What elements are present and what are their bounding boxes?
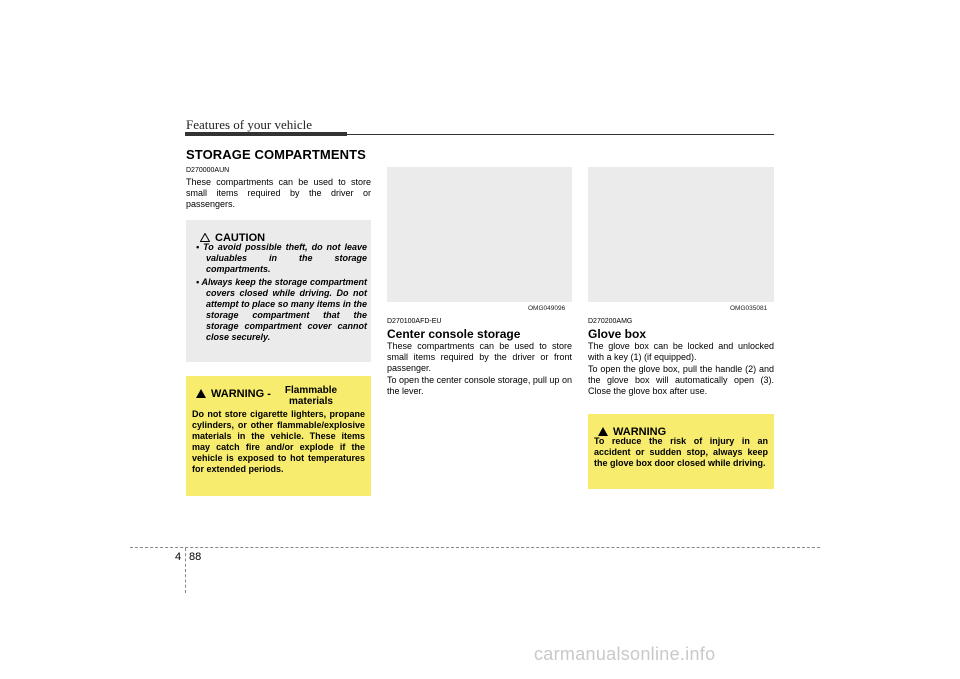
intro-code: D270000AUN <box>186 167 230 174</box>
section-title: STORAGE COMPARTMENTS <box>186 147 366 162</box>
center-console-photo <box>387 167 572 302</box>
warning-glove-heading: WARNING <box>613 426 667 438</box>
header-rule-accent <box>185 132 347 136</box>
center-console-para1: These compartments can be used to store small items required by the driver or front passenger. <box>387 341 572 373</box>
footer-rule <box>130 547 820 548</box>
glove-box-photo <box>588 167 774 302</box>
header-title: Features of your vehicle <box>186 117 312 132</box>
center-console-code: D270100AFD-EU <box>387 318 442 325</box>
page-number: 88 <box>189 551 202 563</box>
warning-flammable-box <box>186 376 371 496</box>
glove-box-photo-label: OMG035081 <box>730 305 768 312</box>
caution-list <box>190 242 367 345</box>
warning-glove-text: To reduce the risk of injury in an accident or sudden stop, always keep the glove box door closed while driving. <box>594 436 768 468</box>
caution-item: • To avoid possible theft, do not leave valuables in the storage compartments. <box>196 242 367 274</box>
footer-divider <box>185 548 186 593</box>
center-console-photo-label: OMG049096 <box>528 305 566 312</box>
glove-box-para1: The glove box can be locked and unlocked with a key (1) (if equipped). <box>588 341 774 362</box>
warning-flammable-heading: WARNING - <box>211 388 271 400</box>
caution-triangle-outline-icon <box>200 229 210 238</box>
warning-flammable-subheading: Flammable materials <box>284 385 338 407</box>
center-console-para2: To open the center console storage, pull up on the lever. <box>387 375 572 396</box>
warning-triangle-filled-icon <box>196 389 206 398</box>
glove-box-para2: To open the glove box, pull the handle (2) and the glove box will automatically open (3). Close the glove box after use. <box>588 364 774 396</box>
intro-text: These compartments can be used to store small items required by the driver or passengers. <box>186 177 371 209</box>
warning-flammable-header <box>196 384 366 407</box>
caution-box <box>186 220 371 362</box>
warning-triangle-filled-icon <box>598 427 608 436</box>
warning-flammable-text: Do not store cigarette lighters, propane cylinders, or other flammable/explosive materials in the vehicle. These items may catch fire and/or explode if the vehicle is exposed to hot temperatures for extended periods. <box>192 409 365 474</box>
glove-box-code: D270200AMG <box>588 318 633 325</box>
caution-heading: CAUTION <box>215 232 266 244</box>
glove-box-heading: Glove box <box>588 327 647 341</box>
warning-glove-box <box>588 414 774 489</box>
caution-item: • Always keep the storage compartment covers closed while driving. Do not attempt to place so many items in the storage compartment that the storage compartment cover cannot close securely. <box>196 277 367 342</box>
watermark: carmanualsonline.info <box>534 644 716 664</box>
chapter-number: 4 <box>175 551 182 563</box>
center-console-heading: Center console storage <box>387 327 521 341</box>
